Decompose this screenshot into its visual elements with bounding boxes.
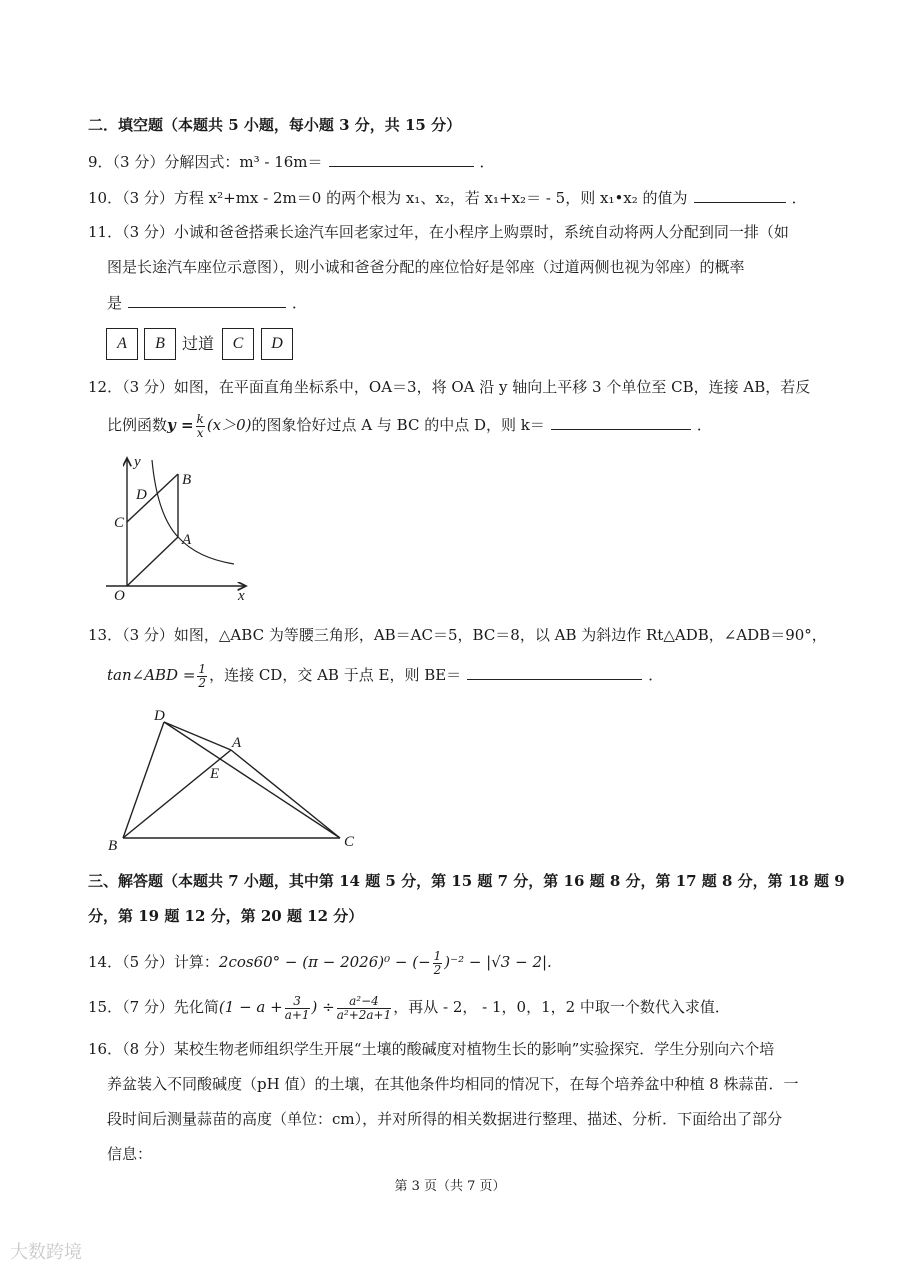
question-15-rest: ，再从 - 2， - 1，0，1，2 中取一个数代入求值． [393,998,730,1017]
label-c: C [344,834,355,850]
label-b: B [182,472,192,488]
question-12-line-1: 12．（3 分）如图，在平面直角坐标系中，OA＝3，将 OA 沿 y 轴向上平移 3 个单位至 CB，连接 AB，若反 [88,378,811,396]
fraction-numerator: 3 [285,995,310,1009]
label-o: O [114,588,125,604]
question-13-end: ． [648,666,664,685]
q12-coordinate-figure [100,452,260,608]
question-16-line-3: 段时间后测量蒜苗的高度（单位：cm），并对所得的相关数据进行整理、描述、分析．下面给出了部分 [107,1110,783,1128]
question-16-line-2: 养盆装入不同酸碱度（pH 值）的土壤，在其他条件均相同的情况下，在每个培养盆中种植 8 株蒜苗．一 [107,1075,799,1093]
label-c: C [114,515,125,531]
q13-triangle-figure [100,700,370,855]
seat-b: B [144,328,176,360]
answer-blank-13 [467,665,642,680]
question-16-line-4: 信息： [107,1145,153,1163]
question-10-end: ． [791,189,807,207]
question-12-line-2-start: 比例函数 [107,416,168,435]
question-15-start: 15．（7 分）先化简 [88,998,219,1017]
section-3-heading-line-1: 三、解答题（本题共 7 小题，其中第 14 题 5 分，第 15 题 7 分，第 16 题 8 分，第 17 题 8 分，第 18 题 9 [88,872,845,890]
fraction-denominator: a²+2a+1 [336,1007,392,1022]
function-condition: (x＞0) [206,416,252,435]
question-12-line-2 [107,413,712,439]
question-10 [88,188,807,207]
question-11-line-1: 11．（3 分）小诚和爸爸搭乘长途汽车回老家过年，在小程序上购票时，系统自动将两人分配到同一排（如 [88,223,789,241]
question-13-line-2-rest: ，连接 CD，交 AB 于点 E，则 BE＝ [209,666,462,685]
question-14 [88,950,552,976]
question-9 [88,152,495,171]
label-a: A [232,735,242,751]
fraction-denominator: a+1 [284,1007,310,1022]
segment-ac [231,750,340,838]
question-9-text: 9．（3 分）分解因式：m³ - 16m＝ [88,153,323,171]
watermark-text: 大数跨境 [10,1242,82,1263]
label-d: D [136,487,147,503]
section-2-heading: 二．填空题（本题共 5 小题，每小题 3 分，共 15 分） [88,116,462,134]
section-3-heading-line-2: 分，第 19 题 12 分，第 20 题 12 分） [88,907,364,925]
segment-dc [164,722,340,838]
fraction-numerator: 1 [198,662,207,676]
fraction-denominator: 2 [433,962,442,977]
q14-expression-a: 2cos60° − (π − 2026)⁰ − (− [218,953,431,972]
q14-expression-b: )⁻² − |√3 − 2|. [444,953,552,972]
question-15 [88,995,730,1021]
label-e: E [210,766,220,782]
fraction-numerator: 1 [433,949,442,963]
question-16-line-1: 16．（8 分）某校生物老师组织学生开展“土壤的酸碱度对植物生长的影响”实验探究．学生分别向六个培 [88,1040,775,1058]
label-b: B [108,838,118,854]
fraction-one-half [197,663,207,689]
fraction-denominator: x [196,425,204,440]
aisle-label: 过道 [182,334,215,353]
question-11-line-3 [107,293,307,312]
question-11-line-3-start: 是 [107,294,123,312]
q15-fraction-1 [285,995,310,1021]
fraction-denominator: 2 [198,675,207,690]
answer-blank-10 [694,188,786,203]
question-14-start: 14．（5 分）计算： [88,953,219,972]
q15-fraction-2 [337,995,392,1021]
q15-expression-b: ) ÷ [311,998,335,1017]
segment-da [164,722,231,750]
question-13-line-2 [107,663,663,689]
question-11-line-2: 图是长途汽车座位示意图），则小诚和爸爸分配的座位恰好是邻座（过道两侧也视为邻座）的概率 [107,258,745,276]
label-x: x [238,588,245,604]
answer-blank-12 [551,415,691,430]
fraction-k-over-x [196,413,205,439]
tan-expression: tan∠ABD = [107,666,196,685]
question-11-end: ． [292,294,308,312]
hyperbola-curve [152,460,234,564]
watermark-logo [10,1238,82,1264]
q14-fraction [433,950,443,976]
fraction-numerator: a²−4 [337,995,392,1009]
seat-a: A [106,328,138,360]
question-12-line-2-rest: 的图象恰好过点 A 与 BC 的中点 D，则 k＝ [251,416,545,435]
segment-oa [127,537,178,586]
question-12-end: ． [696,416,712,435]
segment-cb [127,474,178,522]
seat-c: C [222,328,254,360]
page-footer: 第 3 页（共 7 页） [394,1179,506,1194]
seat-d: D [261,328,293,360]
question-10-text: 10．（3 分）方程 x²+mx - 2m＝0 的两个根为 x₁、x₂，若 x₁+x₂＝ - 5，则 x₁•x₂ 的值为 [88,189,688,207]
answer-blank-11 [128,293,286,308]
label-d: D [154,708,165,724]
question-13-line-1: 13．（3 分）如图，△ABC 为等腰三角形，AB＝AC＝5，BC＝8，以 AB 为斜边作 Rt△ADB，∠ADB＝90°， [88,626,827,644]
fraction-numerator: k [196,412,204,426]
function-lhs: y = [167,416,194,435]
q15-expression-a: (1 − a + [218,998,283,1017]
label-y: y [134,454,141,470]
answer-blank-9 [329,152,474,167]
label-a: A [182,532,192,548]
question-9-end: ． [479,153,495,171]
